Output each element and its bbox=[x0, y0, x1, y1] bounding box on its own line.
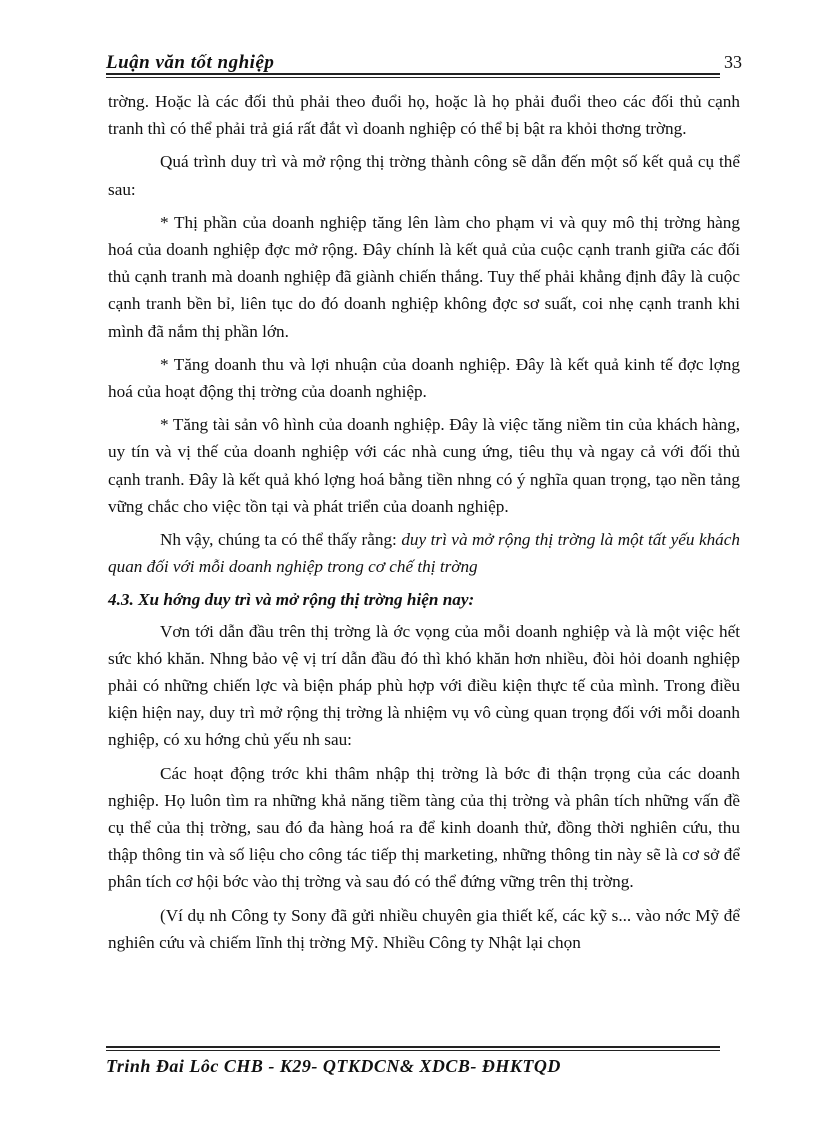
footer-text: Trinh Đai Lôc CHB - K29- QTKDCN& XDCB- ĐHKTQD bbox=[106, 1056, 561, 1076]
section-heading: 4.3. Xu hớng duy trì và mở rộng thị trờng hiện nay: bbox=[108, 590, 475, 610]
body-text bbox=[108, 88, 740, 962]
paragraph-6-italic: duy trì và mở rộng thị trờng là một tất yếu khách quan đối với mỗi doanh nghiệp trong cơ chế thị trờng bbox=[108, 530, 740, 577]
paragraph-4: * Tăng doanh thu và lợi nhuận của doanh nghiệp. Đây là kết quả kinh tế đợc lợng hoá của hoạt động thị trờng của doanh nghiệp. bbox=[108, 354, 740, 402]
footer-rule-thin bbox=[106, 1050, 720, 1051]
paragraph-3: * Thị phần của doanh nghiệp tăng lên làm cho phạm vi và quy mô thị trờng hàng hoá của doanh nghiệp đợc mở rộng. Đây chính là kết quả của cuộc cạnh tranh giữa các đối thủ cạnh tranh mà doanh nghiệp đã giành chiến thắng. Tuy thế phải khẳng định đây là cuộc cạnh tranh bền bỉ, liên tục do đó doanh nghiệp không đợc sơ suất, coi nhẹ cạnh tranh khi mình đã nắm thị phần lớn. bbox=[108, 212, 740, 341]
paragraph-5: * Tăng tài sản vô hình của doanh nghiệp. Đây là việc tăng niềm tin của khách hàng, uy tín và vị thế của doanh nghiệp với các nhà cung ứng, tiêu thụ và ngay cả với đối thủ cạnh tranh. Đây là kết quả khó lợng hoá bằng tiền nhng có ý nghĩa quan trọng, tạo nền tảng vững chắc cho việc tồn tại và phát triển của doanh nghiệp. bbox=[108, 415, 740, 516]
paragraph-2: Quá trình duy trì và mở rộng thị trờng thành công sẽ dẫn đến một số kết quả cụ thể sau: bbox=[108, 152, 740, 199]
header-title: Luận văn tốt nghiệp bbox=[106, 52, 275, 73]
paragraph-7: Vơn tới dẫn đầu trên thị trờng là ớc vọng của mỗi doanh nghiệp và là một việc hết sức khó khăn. Nhng bảo vệ vị trí dẫn đầu đó thì khó khăn hơn nhiều, đòi hỏi doanh nghiệp phải có những chiến lợc và biện pháp phù hợp với điều kiện thực tế của mình. Trong điều kiện hiện nay, duy trì mở rộng thị trờng là nhiệm vụ vô cùng quan trọng đối với mỗi doanh nghiệp, có xu hớng chủ yếu nh sau: bbox=[108, 621, 740, 750]
page-number: 33 bbox=[724, 52, 742, 72]
header-rule-thin bbox=[106, 77, 720, 78]
paragraph-6-normal: Nh vậy, chúng ta có thể thấy rằng: bbox=[160, 530, 402, 550]
paragraph-9: (Ví dụ nh Công ty Sony đã gửi nhiều chuyên gia thiết kế, các kỹ s... vào nớc Mỹ để nghiên cứu và chiếm lĩnh thị trờng Mỹ. Nhiều Công ty Nhật lại chọn bbox=[108, 905, 740, 952]
paragraph-1: trờng. Hoặc là các đối thủ phải theo đuổi họ, hoặc là họ phải đuổi theo các đối thủ cạnh tranh thì có thể phải trả giá rất đắt vì doanh nghiệp có thể bị bật ra khỏi thơng trờng. bbox=[108, 92, 740, 139]
header-rule-thick bbox=[106, 73, 720, 75]
paragraph-6 bbox=[108, 526, 740, 580]
footer-rule-thick bbox=[106, 1046, 720, 1048]
paragraph-8: Các hoạt động trớc khi thâm nhập thị trờng là bớc đi thận trọng của các doanh nghiệp. Họ luôn tìm ra những khả năng tiềm tàng của thị trờng và phân tích những vấn đề cụ thể của thị trờng, sau đó đa hàng hoá ra để kinh doanh thử, đồng thời nghiên cứu, thu thập thông tin và số liệu cho công tác tiếp thị marketing, những thông tin này sẽ là cơ sở để phân tích cơ hội bớc vào thị trờng và sau đó có thể đứng vững trên thị trờng. bbox=[108, 763, 740, 892]
